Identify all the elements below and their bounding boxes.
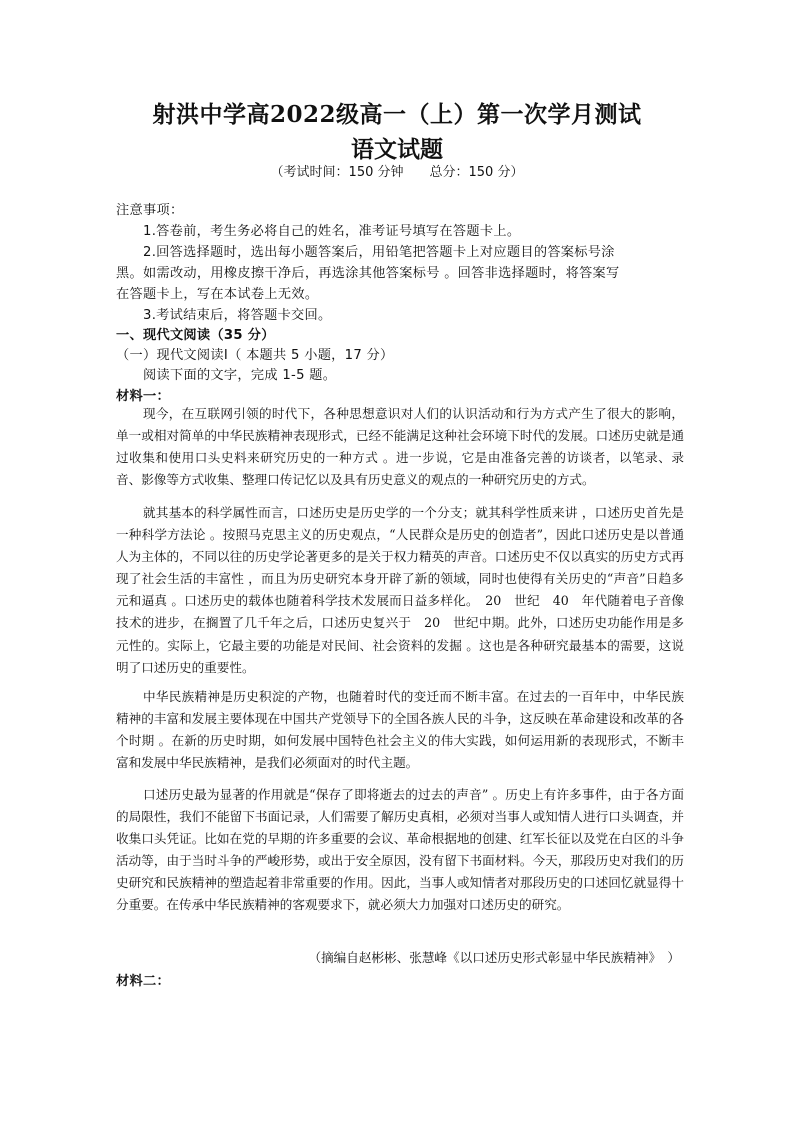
exam-time: （考试时间：150 分钟 [270, 165, 404, 180]
section-heading: 一、现代文阅读（35 分） [116, 328, 275, 343]
subject-title: 语文试题 [351, 136, 443, 163]
exam-meta [0, 161, 794, 180]
note-item-2-line-3: 在答题卡上，写在本试卷上无效。 [116, 287, 319, 302]
material-1-paragraph-2: 就其基本的科学属性而言，口述历史是历史学的一个分支；就其科学性质来讲 ，口述历史首先是一种科学方法论 。按照马克思主义的历史观点，“人民群众是历史的创造者”，因此口述历史是以普通人为主体的，不同以往的历史学论著更多的是关于权力精英的声音。口述历史不仅以真实的历史方式再现了社会生活的丰富性 ，而且为历史研究本身开辟了新的领域，同时也使得有关历史的“声音”日趋多元和逼真 。口述历史的载体也随着科学技术发展而日益多样化。 20 世纪 40 年代随着电子音像技术的进步，在搁置了几千年之后，口述历史复兴于 20 世纪中期。此外，口述历史功能作用是多元性的。实际上，它最主要的功能是对民间、社会资料的发掘 。这也是各种研究最基本的需要，这说明了口述历史的重要性。 [116, 505, 684, 675]
material-1-source: （摘编自赵彬彬、张慧峰《以口述历史形式彰显中华民族精神》 ） [308, 950, 680, 965]
section-sub-heading: （一）现代文阅读Ⅰ（ 本题共 5 小题，17 分） [116, 348, 394, 363]
section-instruction: 阅读下面的文字，完成 1-5 题。 [143, 368, 337, 383]
material-1-paragraph-1: 现今，在互联网引领的时代下，各种思想意识对人们的认识活动和行为方式产生了很大的影响，单一或相对简单的中华民族精神表现形式，已经不能满足这种社会环境下时代的发展。口述历史就是通过收集和使用口头史料来研究历史的一种方式 。进一步说，它是由准备完善的访谈者，以笔录、录音、影像等方式收集、整理口传记忆以及具有历史意义的观点的一种研究历史的方式。 [116, 406, 684, 488]
note-item-1: 1.答卷前，考生务必将自己的姓名，准考证号填写在答题卡上。 [143, 224, 521, 239]
total-score: 总分：150 分） [429, 165, 524, 180]
note-item-2-line-1: 2.回答选择题时，选出每小题答案后，用铅笔把答题卡上对应题目的答案标号涂 [143, 245, 615, 260]
material-1-label: 材料一： [116, 389, 170, 404]
notes-heading: 注意事项： [116, 203, 184, 218]
note-item-2-line-2: 黑。如需改动，用橡皮擦干净后，再选涂其他答案标号 。回答非选择题时，将答案写 [116, 266, 620, 281]
material-1-paragraph-4: 口述历史最为显著的作用就是“保存了即将逝去的过去的声音” 。历史上有许多事件，由于各方面的局限性，我们不能留下书面记录，人们需要了解历史真相，必须对当事人或知情人进行口头调查，并收集口头凭证。比如在党的早期的许多重要的会议、革命根据地的创建、红军长征以及党在白区的斗争活动等，由于当时斗争的严峻形势，或出于安全原因，没有留下书面材料。今天，那段历史对我们的历史研究和民族精神的塑造起着非常重要的作用。因此，当事人或知情者对那段历史的口述回忆就显得十分重要。在传承中华民族精神的客观要求下，就必须大力加强对口述历史的研究。 [116, 787, 684, 913]
note-item-3: 3.考试结束后，将答题卡交回。 [143, 308, 332, 323]
material-2-label: 材料二： [116, 974, 170, 989]
exam-title: 射洪中学高2022级高一（上）第一次学月测试 [152, 101, 642, 128]
material-1-paragraph-3: 中华民族精神是历史积淀的产物，也随着时代的变迁而不断丰富。在过去的一百年中，中华民族精神的丰富和发展主要体现在中国共产党领导下的全国各族人民的斗争，这反映在革命建设和改革的各个时期 。在新的历史时期，如何发展中国特色社会主义的伟大实践，如何运用新的表现形式，不断丰富和发展中华民族精神，是我们必须面对的时代主题。 [116, 689, 684, 771]
